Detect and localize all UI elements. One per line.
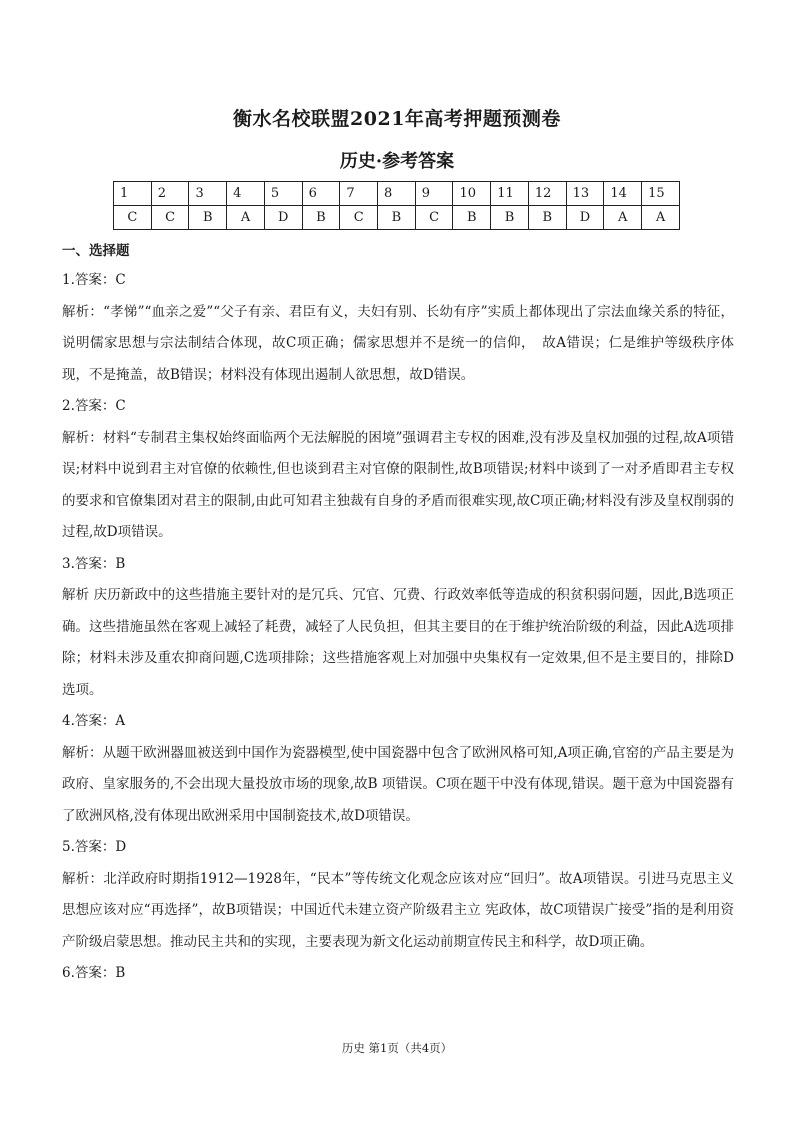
answer-cell: A	[227, 206, 265, 230]
question-number-cell: 7	[340, 182, 378, 206]
answer-explanations	[62, 265, 734, 990]
question-answer: 6.答案：B	[62, 965, 126, 981]
question-number-cell: 9	[415, 182, 453, 206]
document-subtitle: 历史·参考答案	[339, 151, 455, 172]
question-number-cell: 13	[566, 182, 604, 206]
question-number-cell: 10	[453, 182, 491, 206]
answer-cell: C	[114, 206, 152, 230]
answer-cell: B	[491, 206, 529, 230]
question-number-cell: 6	[302, 182, 340, 206]
document-title: 衡水名校联盟2021年高考押题预测卷	[233, 108, 561, 130]
question-number-cell: 14	[604, 182, 642, 206]
answer-cell: C	[415, 206, 453, 230]
question-number-cell: 1	[114, 182, 152, 206]
question-answer: 5.答案：D	[62, 839, 127, 855]
answer-cell: B	[302, 206, 340, 230]
answer-table-numbers-row	[114, 182, 680, 206]
question-explanation: 解析：从题干欧洲器皿被送到中国作为瓷器模型,使中国瓷器中包含了欧洲风格可知,A项正确,官窑的产品主要是为政府、皇家服务的,不会出现大量投放市场的现象,故B 项错误。C项在题干中没有体现,错误。题干意为中国瓷器有了欧洲风格,没有体现出欧洲采用中国制瓷技术,故D项错误。	[62, 744, 734, 824]
answer-cell: B	[189, 206, 227, 230]
question-answer: 2.答案：C	[62, 398, 126, 414]
question-answer: 4.答案：A	[62, 713, 126, 729]
question-number-cell: 5	[264, 182, 302, 206]
question-number-cell: 8	[378, 182, 416, 206]
question-number-cell: 11	[491, 182, 529, 206]
question-explanation: 解析 庆历新政中的这些措施主要针对的是冗兵、冗官、冗费、行政效率低等造成的积贫积弱问题，因此,B选项正确。这些措施虽然在客观上减轻了耗费，减轻了人民负担，但其主要目的在于维护统治阶级的利益，因此A选项排除；材料未涉及重农抑商问题,C选项排除；这些措施客观上对加强中央集权有一定效果,但不是主要目的，排除D选项。	[62, 587, 734, 698]
answer-cell: B	[528, 206, 566, 230]
answer-cell: B	[453, 206, 491, 230]
answer-cell: A	[604, 206, 642, 230]
question-explanation: 解析：材料“专制君主集权始终面临两个无法解脱的困境”强调君主专权的困难,没有涉及皇权加强的过程,故A项错误;材料中说到君主对官僚的依赖性,但也谈到君主对官僚的限制性,故B项错误;材料中谈到了一对矛盾即君主专权的要求和官僚集团对君主的限制,由此可知君主独裁有自身的矛盾而很难实现,故C项正确;材料没有涉及皇权削弱的过程,故D项错误。	[62, 429, 734, 540]
question-explanation: 解析：“孝悌”“血亲之爱”“父子有亲、君臣有义，夫妇有别、长幼有序”实质上都体现出了宗法血缘关系的特征，说明儒家思想与宗法制结合体现，故C项正确；儒家思想并不是统一的信仰， 故A错误；仁是维护等级秩序体现，不是掩盖，故B错误；材料没有体现出遏制人欲思想，故D错误。	[62, 303, 734, 383]
answer-cell: B	[378, 206, 416, 230]
page-footer: 历史 第1页（共4页）	[341, 1041, 453, 1055]
answer-cell: C	[340, 206, 378, 230]
question-number-cell: 15	[642, 182, 680, 206]
answer-table-answers-row	[114, 206, 680, 230]
question-number-cell: 3	[189, 182, 227, 206]
answer-cell: A	[642, 206, 680, 230]
question-number-cell: 2	[151, 182, 189, 206]
question-number-cell: 4	[227, 182, 265, 206]
question-number-cell: 12	[528, 182, 566, 206]
answer-table	[113, 181, 680, 230]
section-title: 一、选择题	[62, 243, 130, 259]
answer-cell: D	[264, 206, 302, 230]
question-answer: 1.答案：C	[62, 272, 126, 288]
question-explanation: 解析：北洋政府时期指1912—1928年，“民本”等传统文化观念应该对应“回归”。故A项错误。引进马克思主义思想应该对应“再选择”，故B项错误；中国近代未建立资产阶级君主立 宪政体，故C项错误广接受”指的是利用资产阶级启蒙思想。推动民主共和的实现，主要表现为新文化运动前期宣传民主和科学，故D项正确。	[62, 870, 734, 950]
question-answer: 3.答案：B	[62, 555, 126, 572]
answer-cell: C	[151, 206, 189, 230]
answer-cell: D	[566, 206, 604, 230]
